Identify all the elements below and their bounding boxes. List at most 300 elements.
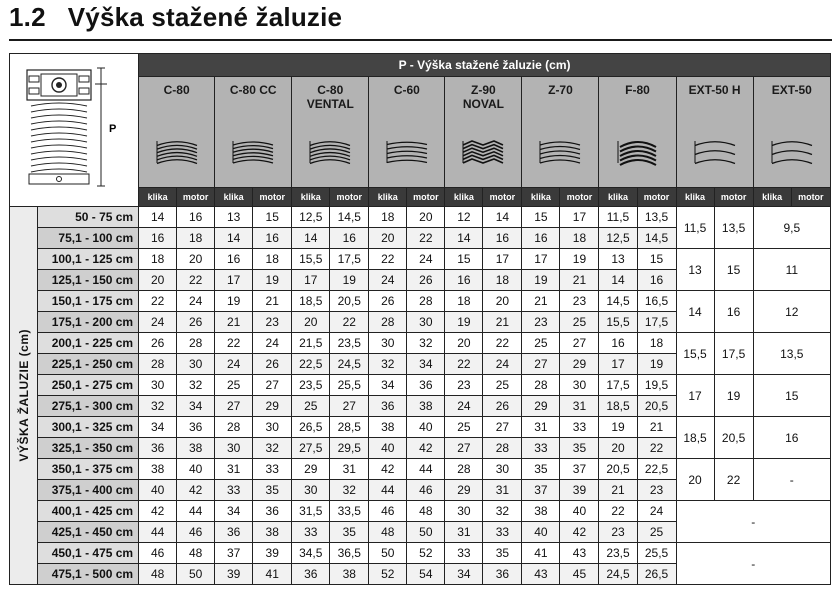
table-row: [10, 375, 831, 396]
ext50-value: 15: [753, 375, 830, 417]
value-cell: 39: [215, 564, 253, 585]
value-cell: 24,5: [599, 564, 637, 585]
row-range: 450,1 - 475 cm: [38, 543, 139, 564]
value-cell: 40: [177, 459, 215, 480]
ext50h-motor: 13,5: [714, 207, 753, 249]
value-cell: 46: [139, 543, 177, 564]
value-cell: 30: [369, 333, 407, 354]
value-cell: 41: [522, 543, 560, 564]
value-cell: 20: [369, 228, 407, 249]
value-cell: 28: [445, 459, 483, 480]
value-cell: 52: [407, 543, 445, 564]
value-cell: 20,5: [599, 459, 637, 480]
value-cell: 20: [139, 270, 177, 291]
value-cell: 28: [139, 354, 177, 375]
slat-profile-icon: [615, 137, 661, 167]
table-row: [10, 417, 831, 438]
value-cell: 46: [369, 501, 407, 522]
ext50h-motor: 22: [714, 459, 753, 501]
value-cell: 19: [330, 270, 369, 291]
value-cell: 18: [483, 270, 522, 291]
value-cell: 30: [253, 417, 292, 438]
value-cell: 33: [253, 459, 292, 480]
model-header-5: [522, 77, 599, 188]
value-cell: 26: [139, 333, 177, 354]
value-cell: 14,5: [330, 207, 369, 228]
value-cell: 22: [369, 249, 407, 270]
value-cell: 38: [522, 501, 560, 522]
value-cell: 23,5: [599, 543, 637, 564]
section-title: Výška stažené žaluzie: [67, 2, 343, 32]
ext50h-motor: 15: [714, 249, 753, 291]
value-cell: 45: [560, 564, 599, 585]
value-cell: 38: [253, 522, 292, 543]
value-cell: 31: [330, 459, 369, 480]
side-label: VÝŠKA ŽALUZIE (cm): [16, 329, 31, 462]
value-cell: 52: [369, 564, 407, 585]
value-cell: 36: [177, 417, 215, 438]
sub-label-klika: klika: [676, 188, 714, 207]
row-range: 225,1 - 250 cm: [38, 354, 139, 375]
value-cell: 22,5: [637, 459, 676, 480]
value-cell: 48: [369, 522, 407, 543]
ext-na-cell: -: [676, 501, 830, 543]
value-cell: 32: [177, 375, 215, 396]
value-cell: 29: [560, 354, 599, 375]
side-label-cell: [10, 207, 38, 585]
value-cell: 35: [522, 459, 560, 480]
value-cell: 37: [522, 480, 560, 501]
value-cell: 16: [522, 228, 560, 249]
value-cell: 35: [560, 438, 599, 459]
value-cell: 28: [522, 375, 560, 396]
value-cell: 27: [522, 354, 560, 375]
value-cell: 18: [637, 333, 676, 354]
value-cell: 20,5: [330, 291, 369, 312]
value-cell: 16: [215, 249, 253, 270]
value-cell: 27: [330, 396, 369, 417]
page-title: [9, 2, 342, 33]
value-cell: 29: [253, 396, 292, 417]
value-cell: 17: [599, 354, 637, 375]
ext50-value: 9,5: [753, 207, 830, 249]
value-cell: 20: [445, 333, 483, 354]
value-cell: 36: [139, 438, 177, 459]
value-cell: 30: [139, 375, 177, 396]
value-cell: 20: [292, 312, 330, 333]
value-cell: 34: [177, 396, 215, 417]
value-cell: 29: [292, 459, 330, 480]
value-cell: 31: [483, 480, 522, 501]
value-cell: 22: [637, 438, 676, 459]
model-header-4: [445, 77, 522, 188]
value-cell: 19: [253, 270, 292, 291]
sub-label-klika: klika: [753, 188, 791, 207]
slat-profile-icon: [769, 137, 815, 167]
value-cell: 25: [522, 333, 560, 354]
value-cell: 21,5: [292, 333, 330, 354]
sub-label-motor: motor: [177, 188, 215, 207]
value-cell: 30: [483, 459, 522, 480]
model-header-6: [599, 77, 676, 188]
diagram-p-label: P: [109, 122, 117, 135]
value-cell: 19: [522, 270, 560, 291]
value-cell: 17: [483, 249, 522, 270]
value-cell: 24,5: [330, 354, 369, 375]
value-cell: 31: [215, 459, 253, 480]
ext50-value: 13,5: [753, 333, 830, 375]
value-cell: 22: [445, 354, 483, 375]
row-range: 275,1 - 300 cm: [38, 396, 139, 417]
value-cell: 18: [253, 249, 292, 270]
value-cell: 32: [369, 354, 407, 375]
value-cell: 19: [215, 291, 253, 312]
value-cell: 22: [177, 270, 215, 291]
value-cell: 26: [483, 396, 522, 417]
value-cell: 41: [253, 564, 292, 585]
value-cell: 18,5: [292, 291, 330, 312]
value-cell: 19: [560, 249, 599, 270]
value-cell: 28: [407, 291, 445, 312]
value-cell: 19: [599, 417, 637, 438]
sub-label-klika: klika: [215, 188, 253, 207]
value-cell: 21: [637, 417, 676, 438]
table-row: [10, 543, 831, 564]
value-cell: 25: [637, 522, 676, 543]
value-cell: 12,5: [292, 207, 330, 228]
value-cell: 42: [369, 459, 407, 480]
value-cell: 18,5: [599, 396, 637, 417]
value-cell: 34: [445, 564, 483, 585]
value-cell: 28: [483, 438, 522, 459]
value-cell: 40: [560, 501, 599, 522]
model-header-0: [139, 77, 215, 188]
value-cell: 31,5: [292, 501, 330, 522]
value-cell: 25: [445, 417, 483, 438]
value-cell: 15,5: [292, 249, 330, 270]
value-cell: 15: [253, 207, 292, 228]
value-cell: 23: [522, 312, 560, 333]
value-cell: 21: [599, 480, 637, 501]
slat-profile-icon: [537, 137, 583, 167]
ext50h-klika: 20: [676, 459, 714, 501]
row-range: 100,1 - 125 cm: [38, 249, 139, 270]
ext50h-klika: 15,5: [676, 333, 714, 375]
value-cell: 31: [522, 417, 560, 438]
row-range: 375,1 - 400 cm: [38, 480, 139, 501]
sub-label-motor: motor: [560, 188, 599, 207]
value-cell: 18: [445, 291, 483, 312]
value-cell: 36,5: [330, 543, 369, 564]
value-cell: 16: [445, 270, 483, 291]
value-cell: 33: [445, 543, 483, 564]
sub-label-klika: klika: [599, 188, 637, 207]
value-cell: 22: [330, 312, 369, 333]
value-cell: 50: [407, 522, 445, 543]
value-cell: 14: [483, 207, 522, 228]
value-cell: 13: [215, 207, 253, 228]
value-cell: 27: [253, 375, 292, 396]
row-range: 425,1 - 450 cm: [38, 522, 139, 543]
ext50h-klika: 14: [676, 291, 714, 333]
value-cell: 19: [637, 354, 676, 375]
value-cell: 31: [445, 522, 483, 543]
value-cell: 22: [599, 501, 637, 522]
value-cell: 14: [139, 207, 177, 228]
value-cell: 27: [560, 333, 599, 354]
value-cell: 22: [139, 291, 177, 312]
table-row: [10, 501, 831, 522]
value-cell: 23: [445, 375, 483, 396]
value-cell: 17,5: [330, 249, 369, 270]
value-cell: 18: [560, 228, 599, 249]
ext50-value: 12: [753, 291, 830, 333]
value-cell: 23: [637, 480, 676, 501]
height-table: [9, 53, 831, 585]
sub-label-motor: motor: [483, 188, 522, 207]
table-row: [10, 207, 831, 228]
model-name: C-80: [163, 83, 190, 97]
sub-label-motor: motor: [330, 188, 369, 207]
value-cell: 43: [522, 564, 560, 585]
ext50h-motor: 16: [714, 291, 753, 333]
ext-na-cell: -: [676, 543, 830, 585]
value-cell: 30: [215, 438, 253, 459]
value-cell: 16: [483, 228, 522, 249]
value-cell: 23: [599, 522, 637, 543]
value-cell: 19,5: [637, 375, 676, 396]
sub-label-motor: motor: [791, 188, 830, 207]
row-range: 50 - 75 cm: [38, 207, 139, 228]
sub-label-klika: klika: [139, 188, 177, 207]
value-cell: 29: [445, 480, 483, 501]
value-cell: 36: [483, 564, 522, 585]
value-cell: 24: [637, 501, 676, 522]
value-cell: 24: [139, 312, 177, 333]
value-cell: 48: [177, 543, 215, 564]
value-cell: 16: [330, 228, 369, 249]
value-cell: 17,5: [599, 375, 637, 396]
row-range: 300,1 - 325 cm: [38, 417, 139, 438]
value-cell: 44: [177, 501, 215, 522]
value-cell: 15: [637, 249, 676, 270]
value-cell: 16: [637, 270, 676, 291]
value-cell: 15,5: [599, 312, 637, 333]
value-cell: 25: [560, 312, 599, 333]
value-cell: 15: [522, 207, 560, 228]
value-cell: 24: [215, 354, 253, 375]
value-cell: 40: [522, 522, 560, 543]
value-cell: 40: [369, 438, 407, 459]
value-cell: 21: [483, 312, 522, 333]
value-cell: 26: [407, 270, 445, 291]
slat-profile-icon: [154, 137, 200, 167]
value-cell: 44: [369, 480, 407, 501]
value-cell: 33: [560, 417, 599, 438]
value-cell: 36: [407, 375, 445, 396]
value-cell: 12: [445, 207, 483, 228]
value-cell: 25: [292, 396, 330, 417]
value-cell: 35: [253, 480, 292, 501]
value-cell: 17: [215, 270, 253, 291]
model-name: C-60: [393, 83, 420, 97]
ext50h-motor: 20,5: [714, 417, 753, 459]
value-cell: 48: [139, 564, 177, 585]
value-cell: 24: [177, 291, 215, 312]
value-cell: 28: [369, 312, 407, 333]
value-cell: 38: [407, 396, 445, 417]
model-name: F-80: [625, 83, 650, 97]
value-cell: 48: [407, 501, 445, 522]
slat-profile-icon: [384, 137, 430, 167]
value-cell: 33,5: [330, 501, 369, 522]
sub-label-motor: motor: [253, 188, 292, 207]
value-cell: 16: [177, 207, 215, 228]
value-cell: 16: [253, 228, 292, 249]
model-header-3: [369, 77, 445, 188]
model-header-1: [215, 77, 292, 188]
model-name: EXT-50: [771, 83, 812, 97]
ext50-value: -: [753, 459, 830, 501]
value-cell: 24: [483, 354, 522, 375]
value-cell: 16: [139, 228, 177, 249]
value-cell: 28,5: [330, 417, 369, 438]
sub-label-motor: motor: [637, 188, 676, 207]
table-row: [10, 333, 831, 354]
value-cell: 34: [369, 375, 407, 396]
value-cell: 34: [215, 501, 253, 522]
row-range: 200,1 - 225 cm: [38, 333, 139, 354]
sub-label-motor: motor: [714, 188, 753, 207]
value-cell: 30: [560, 375, 599, 396]
value-cell: 17,5: [637, 312, 676, 333]
sub-label-klika: klika: [369, 188, 407, 207]
value-cell: 13: [599, 249, 637, 270]
value-cell: 18: [139, 249, 177, 270]
value-cell: 26,5: [637, 564, 676, 585]
value-cell: 35: [330, 522, 369, 543]
model-name: Z-70: [548, 83, 573, 97]
value-cell: 12,5: [599, 228, 637, 249]
value-cell: 21: [253, 291, 292, 312]
value-cell: 33: [292, 522, 330, 543]
value-cell: 27,5: [292, 438, 330, 459]
model-header-2: [292, 77, 369, 188]
ext50h-klika: 17: [676, 375, 714, 417]
row-range: 325,1 - 350 cm: [38, 438, 139, 459]
value-cell: 36: [292, 564, 330, 585]
ext50-value: 16: [753, 417, 830, 459]
row-range: 150,1 - 175 cm: [38, 291, 139, 312]
value-cell: 23: [560, 291, 599, 312]
value-cell: 29,5: [330, 438, 369, 459]
value-cell: 21: [560, 270, 599, 291]
value-cell: 14: [292, 228, 330, 249]
model-name: Z-90 NOVAL: [462, 83, 504, 111]
value-cell: 18: [369, 207, 407, 228]
value-cell: 15: [445, 249, 483, 270]
value-cell: 17: [292, 270, 330, 291]
value-cell: 22,5: [292, 354, 330, 375]
slat-profile-icon: [460, 137, 506, 167]
model-name: EXT-50 H: [688, 83, 741, 97]
value-cell: 23: [253, 312, 292, 333]
value-cell: 31: [560, 396, 599, 417]
ext50h-klika: 11,5: [676, 207, 714, 249]
blind-diagram: [10, 54, 139, 207]
row-range: 125,1 - 150 cm: [38, 270, 139, 291]
value-cell: 19: [445, 312, 483, 333]
value-cell: 34: [407, 354, 445, 375]
blind-section-icon: [19, 64, 129, 192]
value-cell: 33: [522, 438, 560, 459]
value-cell: 26: [253, 354, 292, 375]
value-cell: 37: [215, 543, 253, 564]
value-cell: 37: [560, 459, 599, 480]
value-cell: 25: [483, 375, 522, 396]
value-cell: 20: [483, 291, 522, 312]
model-name: C-80 VENTAL: [306, 83, 354, 111]
value-cell: 42: [407, 438, 445, 459]
value-cell: 50: [177, 564, 215, 585]
value-cell: 32: [330, 480, 369, 501]
row-range: 400,1 - 425 cm: [38, 501, 139, 522]
value-cell: 14: [215, 228, 253, 249]
value-cell: 40: [139, 480, 177, 501]
row-range: 475,1 - 500 cm: [38, 564, 139, 585]
value-cell: 14,5: [637, 228, 676, 249]
value-cell: 16: [599, 333, 637, 354]
value-cell: 25,5: [330, 375, 369, 396]
value-cell: 32: [483, 501, 522, 522]
value-cell: 22: [483, 333, 522, 354]
value-cell: 29: [522, 396, 560, 417]
value-cell: 34: [139, 417, 177, 438]
title-rule: [9, 39, 832, 41]
value-cell: 26,5: [292, 417, 330, 438]
value-cell: 30: [445, 501, 483, 522]
value-cell: 14: [445, 228, 483, 249]
value-cell: 25: [215, 375, 253, 396]
value-cell: 32: [407, 333, 445, 354]
table-row: [10, 291, 831, 312]
value-cell: 42: [560, 522, 599, 543]
value-cell: 43: [560, 543, 599, 564]
row-range: 350,1 - 375 cm: [38, 459, 139, 480]
value-cell: 21: [522, 291, 560, 312]
value-cell: 25,5: [637, 543, 676, 564]
value-cell: 38: [177, 438, 215, 459]
value-cell: 24: [253, 333, 292, 354]
value-cell: 32: [139, 396, 177, 417]
value-cell: 54: [407, 564, 445, 585]
value-cell: 22: [407, 228, 445, 249]
value-cell: 28: [215, 417, 253, 438]
slat-profile-icon: [307, 137, 353, 167]
value-cell: 42: [177, 480, 215, 501]
value-cell: 30: [177, 354, 215, 375]
sub-label-motor: motor: [407, 188, 445, 207]
ext50h-motor: 19: [714, 375, 753, 417]
value-cell: 36: [215, 522, 253, 543]
model-name: C-80 CC: [229, 83, 277, 97]
value-cell: 35: [483, 543, 522, 564]
value-cell: 17: [522, 249, 560, 270]
value-cell: 24: [369, 270, 407, 291]
sub-label-klika: klika: [522, 188, 560, 207]
value-cell: 26: [177, 312, 215, 333]
row-range: 75,1 - 100 cm: [38, 228, 139, 249]
